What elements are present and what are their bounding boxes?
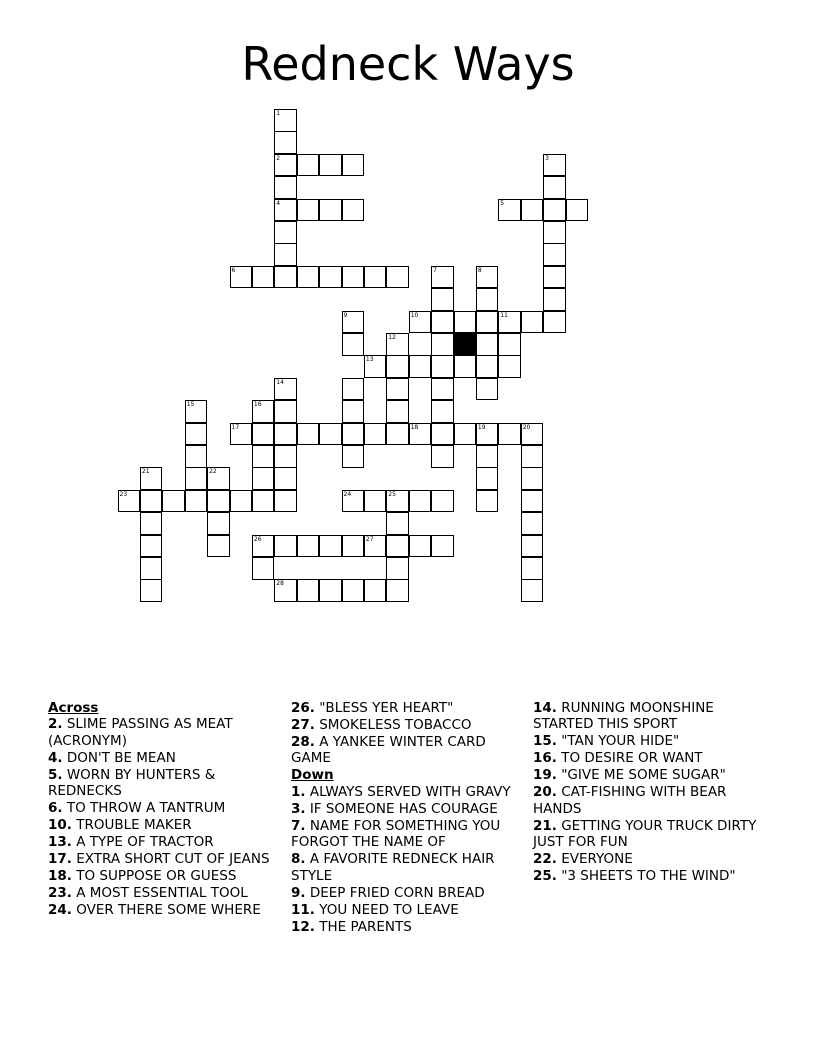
clue-text: A TYPE OF TRACTOR <box>76 834 214 851</box>
grid-cell[interactable] <box>252 423 275 446</box>
clue-label-number: 3. <box>291 800 306 817</box>
clue-label-number: 17. <box>48 851 72 868</box>
grid-cell[interactable] <box>140 557 163 580</box>
clue-number: 7 <box>433 266 437 274</box>
grid-cell[interactable] <box>297 535 320 558</box>
grid-cell[interactable] <box>342 154 365 177</box>
grid-cell[interactable] <box>274 154 297 177</box>
clue-label-number: 28. <box>291 734 315 750</box>
page-title: Redneck Ways <box>241 37 575 91</box>
clue-number: 25 <box>388 490 396 498</box>
grid-cell[interactable] <box>274 445 297 468</box>
clue-number: 16 <box>253 401 262 409</box>
grid-cell[interactable] <box>297 154 320 177</box>
clue-number: 18 <box>410 423 419 431</box>
grid-cell[interactable] <box>252 445 275 468</box>
grid-cell[interactable] <box>342 333 365 356</box>
clue-label-number: 15. <box>533 733 557 750</box>
grid-cell[interactable] <box>274 423 297 446</box>
grid-cell[interactable] <box>543 311 566 334</box>
grid-cell[interactable] <box>476 311 499 334</box>
grid-cell[interactable] <box>364 535 387 558</box>
clue-number: 8 <box>477 266 482 274</box>
grid-cell[interactable] <box>431 535 454 558</box>
down-clue <box>533 767 763 783</box>
grid-cell[interactable] <box>543 288 566 311</box>
clue-label-number: 1. <box>291 783 306 800</box>
grid-cell[interactable] <box>207 490 230 513</box>
clue-label-number: 9. <box>291 884 306 901</box>
grid-cell[interactable] <box>498 199 521 222</box>
down-heading: Down <box>291 767 334 784</box>
grid-cell[interactable] <box>521 512 544 535</box>
grid-cell[interactable] <box>386 535 409 558</box>
grid-cell[interactable] <box>521 423 544 446</box>
clue-label-number: 18. <box>48 868 72 885</box>
grid-cell[interactable] <box>498 311 521 334</box>
grid-cell[interactable] <box>252 490 275 513</box>
grid-cell[interactable] <box>409 311 432 334</box>
grid-cell[interactable] <box>342 378 365 401</box>
grid-cell[interactable] <box>207 512 230 535</box>
grid-cell[interactable] <box>454 355 477 378</box>
clue-number: 20 <box>522 423 531 431</box>
grid-cell[interactable] <box>319 266 342 289</box>
across-clue <box>48 817 276 833</box>
clue-number: 23 <box>119 490 128 498</box>
grid-cell[interactable] <box>230 490 253 513</box>
down-clue <box>291 919 521 935</box>
grid-cell[interactable] <box>386 333 409 356</box>
clue-text: RUNNING MOONSHINE STARTED THIS SPORT <box>533 700 714 733</box>
grid-cell[interactable] <box>521 557 544 580</box>
grid-cell[interactable] <box>386 355 409 378</box>
down-clue <box>533 868 763 884</box>
clue-text: TO DESIRE OR WANT <box>561 750 703 767</box>
grid-cell[interactable] <box>252 400 275 423</box>
clue-text: "GIVE ME SOME SUGAR" <box>561 767 726 784</box>
clue-text: DON'T BE MEAN <box>66 749 176 766</box>
grid-cell[interactable] <box>342 423 365 446</box>
across-clue <box>48 716 276 749</box>
grid-cell[interactable] <box>476 355 499 378</box>
grid-cell[interactable] <box>386 579 409 602</box>
clue-label-number: 14. <box>533 700 557 716</box>
grid-cell[interactable] <box>498 333 521 356</box>
grid-cell[interactable] <box>297 579 320 602</box>
clue-label-number: 19. <box>533 767 557 784</box>
grid-cell[interactable] <box>431 288 454 311</box>
grid-cell[interactable] <box>386 557 409 580</box>
grid-cell[interactable] <box>319 535 342 558</box>
clue-text: ALWAYS SERVED WITH GRAVY <box>309 783 511 800</box>
down-clue <box>533 750 763 766</box>
across-clue <box>291 717 521 733</box>
clue-number: 24 <box>343 490 352 498</box>
clue-text: WORN BY HUNTERS & REDNECKS <box>48 766 216 800</box>
across-clue <box>291 734 521 767</box>
clue-text: GETTING YOUR TRUCK DIRTY JUST FOR FUN <box>533 817 757 851</box>
grid-cell[interactable] <box>386 378 409 401</box>
grid-cell[interactable] <box>342 535 365 558</box>
grid-cell[interactable] <box>409 535 432 558</box>
grid-cell[interactable] <box>543 221 566 244</box>
grid-cell[interactable] <box>431 355 454 378</box>
grid-cell[interactable] <box>431 266 454 289</box>
grid-cell[interactable] <box>319 423 342 446</box>
clue-text: TROUBLE MAKER <box>76 817 192 834</box>
clue-text: EXTRA SHORT CUT OF JEANS <box>76 851 270 868</box>
grid-cell[interactable] <box>185 467 208 490</box>
clue-label-number: 20. <box>533 784 557 801</box>
grid-cell[interactable] <box>297 423 320 446</box>
black-square <box>454 333 477 356</box>
grid-cell[interactable] <box>476 266 499 289</box>
grid-cell[interactable] <box>185 490 208 513</box>
grid-cell[interactable] <box>454 423 477 446</box>
grid-cell[interactable] <box>274 243 297 266</box>
grid-cell[interactable] <box>386 266 409 289</box>
down-clue <box>291 801 521 817</box>
clue-label-number: 22. <box>533 851 557 868</box>
down-clues-b <box>533 700 763 885</box>
grid-cell[interactable] <box>476 423 499 446</box>
grid-cell[interactable] <box>252 266 275 289</box>
grid-cell[interactable] <box>566 199 589 222</box>
grid-cell[interactable] <box>185 400 208 423</box>
grid-cell[interactable] <box>274 131 297 154</box>
clue-number: 28 <box>276 580 284 588</box>
grid-cell[interactable] <box>543 266 566 289</box>
grid-cell[interactable] <box>454 311 477 334</box>
down-clue <box>291 885 521 901</box>
clue-text: A YANKEE WINTER CARD GAME <box>291 734 486 767</box>
grid-cell[interactable] <box>140 512 163 535</box>
clue-number: 3 <box>545 154 549 162</box>
grid-cell[interactable] <box>386 400 409 423</box>
clue-number: 10 <box>410 311 419 319</box>
grid-cell[interactable] <box>364 490 387 513</box>
down-clue <box>533 851 763 867</box>
grid-cell[interactable] <box>386 490 409 513</box>
clue-text: IF SOMEONE HAS COURAGE <box>309 800 498 817</box>
grid-cell[interactable] <box>140 467 163 490</box>
clue-text: YOU NEED TO LEAVE <box>319 901 459 918</box>
grid-cell[interactable] <box>274 467 297 490</box>
grid-cell[interactable] <box>476 445 499 468</box>
grid-cell[interactable] <box>319 154 342 177</box>
clue-number: 15 <box>186 401 195 409</box>
clue-text: A MOST ESSENTIAL TOOL <box>76 885 248 902</box>
grid-cell[interactable] <box>364 266 387 289</box>
clue-label-number: 11. <box>291 901 315 918</box>
grid-cell[interactable] <box>431 423 454 446</box>
clue-number: 14 <box>276 378 284 386</box>
grid-cell[interactable] <box>476 333 499 356</box>
grid-cell[interactable] <box>185 423 208 446</box>
grid-cell[interactable] <box>162 490 185 513</box>
down-clue <box>291 784 521 800</box>
clue-text: EVERYONE <box>561 851 633 868</box>
clue-text: TO THROW A TANTRUM <box>66 800 226 817</box>
clue-number: 5 <box>500 199 505 207</box>
grid-cell[interactable] <box>252 535 275 558</box>
clue-text: CAT-FISHING WITH BEAR HANDS <box>533 784 727 817</box>
grid-cell[interactable] <box>431 490 454 513</box>
clue-label-number: 23. <box>48 885 72 902</box>
across-clue <box>48 868 276 884</box>
clue-label-number: 13. <box>48 834 72 851</box>
clue-text: SMOKELESS TOBACCO <box>319 717 472 733</box>
grid-cell[interactable] <box>543 243 566 266</box>
grid-cell[interactable] <box>118 490 141 513</box>
down-clue <box>291 902 521 918</box>
clue-number: 22 <box>209 468 217 476</box>
clue-text: "BLESS YER HEART" <box>319 700 454 716</box>
grid-cell[interactable] <box>431 333 454 356</box>
grid-cell[interactable] <box>319 199 342 222</box>
across-clue <box>48 750 276 766</box>
grid-cell[interactable] <box>207 535 230 558</box>
grid-cell[interactable] <box>207 467 230 490</box>
grid-cell[interactable] <box>543 154 566 177</box>
grid-cell[interactable] <box>521 199 544 222</box>
grid-cell[interactable] <box>521 445 544 468</box>
grid-cell[interactable] <box>230 266 253 289</box>
clue-label-number: 12. <box>291 918 315 935</box>
grid-cell[interactable] <box>431 311 454 334</box>
across-clue <box>48 834 276 850</box>
grid-cell[interactable] <box>364 355 387 378</box>
down-clue <box>291 818 521 851</box>
grid-cell[interactable] <box>431 378 454 401</box>
grid-cell[interactable] <box>342 311 365 334</box>
grid-cell[interactable] <box>274 176 297 199</box>
clue-number: 12 <box>388 334 396 341</box>
grid-cell[interactable] <box>319 579 342 602</box>
grid-cell[interactable] <box>274 535 297 558</box>
clue-label-number: 27. <box>291 717 315 733</box>
clue-number: 4 <box>276 199 281 207</box>
grid-cell[interactable] <box>274 199 297 222</box>
clue-label-number: 16. <box>533 750 557 767</box>
grid-cell[interactable] <box>476 288 499 311</box>
across-clue <box>48 851 276 867</box>
down-clues-a <box>291 784 521 935</box>
grid-cell[interactable] <box>386 512 409 535</box>
grid-cell[interactable] <box>185 445 208 468</box>
grid-cell[interactable] <box>274 490 297 513</box>
grid-cell[interactable] <box>476 490 499 513</box>
clue-label-number: 10. <box>48 817 72 834</box>
clue-number: 19 <box>477 423 486 431</box>
grid-cell[interactable] <box>386 423 409 446</box>
clue-text: THE PARENTS <box>319 918 412 935</box>
across-clue <box>48 800 276 816</box>
clue-text: DEEP FRIED CORN BREAD <box>309 884 485 901</box>
clue-label-number: 26. <box>291 700 315 716</box>
grid-cell[interactable] <box>342 266 365 289</box>
grid-cell[interactable] <box>252 467 275 490</box>
clue-number: 11 <box>500 311 508 319</box>
clue-number: 26 <box>253 535 262 543</box>
down-clue <box>533 784 763 817</box>
grid-cell[interactable] <box>498 423 521 446</box>
grid-cell[interactable] <box>342 579 365 602</box>
across-clue <box>291 700 521 716</box>
clue-text: "TAN YOUR HIDE" <box>561 733 680 750</box>
grid-cell[interactable] <box>342 445 365 468</box>
grid-cell[interactable] <box>274 400 297 423</box>
clue-column-1 <box>48 700 276 919</box>
clue-text: A FAVORITE REDNECK HAIR STYLE <box>291 851 495 884</box>
grid-cell[interactable] <box>476 378 499 401</box>
clue-number: 27 <box>365 535 374 543</box>
grid-cell[interactable] <box>364 423 387 446</box>
grid-cell[interactable] <box>431 400 454 423</box>
across-clue <box>48 902 276 918</box>
clue-number: 6 <box>231 266 236 274</box>
clue-column-2 <box>291 700 521 936</box>
clue-text: NAME FOR SOMETHING YOU FORGOT THE NAME OF <box>291 817 501 851</box>
clue-number: 21 <box>141 468 150 476</box>
grid-cell[interactable] <box>521 535 544 558</box>
clue-number: 2 <box>276 154 281 162</box>
clue-text: SLIME PASSING AS MEAT (ACRONYM) <box>48 716 233 749</box>
grid-cell[interactable] <box>252 557 275 580</box>
grid-cell[interactable] <box>274 266 297 289</box>
clue-column-3 <box>533 700 763 885</box>
grid-cell[interactable] <box>230 423 253 446</box>
across-clues-a <box>48 716 276 918</box>
across-clues-b <box>291 700 521 767</box>
grid-cell[interactable] <box>521 490 544 513</box>
grid-cell[interactable] <box>140 579 163 602</box>
clue-number: 9 <box>343 311 348 319</box>
clue-label-number: 25. <box>533 868 557 885</box>
clue-text: TO SUPPOSE OR GUESS <box>76 868 237 885</box>
grid-cell[interactable] <box>342 490 365 513</box>
grid-cell[interactable] <box>274 109 297 132</box>
grid-cell[interactable] <box>476 467 499 490</box>
grid-cell[interactable] <box>274 221 297 244</box>
grid-cell[interactable] <box>364 579 387 602</box>
grid-cell[interactable] <box>521 579 544 602</box>
grid-cell[interactable] <box>297 266 320 289</box>
grid-cell[interactable] <box>140 535 163 558</box>
grid-cell[interactable] <box>521 311 544 334</box>
down-clue <box>533 818 763 851</box>
clue-number: 17 <box>231 423 240 431</box>
down-clue <box>533 733 763 749</box>
across-clue <box>48 885 276 901</box>
grid-cell[interactable] <box>521 467 544 490</box>
grid-cell[interactable] <box>498 355 521 378</box>
grid-cell[interactable] <box>140 490 163 513</box>
clue-number: 13 <box>365 356 374 364</box>
clue-text: "3 SHEETS TO THE WIND" <box>561 868 736 885</box>
clue-label-number: 6. <box>48 800 63 817</box>
down-clue <box>291 851 521 884</box>
across-heading: Across <box>48 700 99 716</box>
down-clue <box>533 700 763 733</box>
clue-label-number: 2. <box>48 716 63 733</box>
grid-cell[interactable] <box>409 423 432 446</box>
grid-cell[interactable] <box>409 355 432 378</box>
clue-label-number: 7. <box>291 817 306 834</box>
clue-label-number: 5. <box>48 766 63 783</box>
grid-cell[interactable] <box>297 199 320 222</box>
grid-cell[interactable] <box>342 199 365 222</box>
clue-number: 1 <box>276 110 281 117</box>
grid-cell[interactable] <box>274 579 297 602</box>
grid-cell[interactable] <box>543 176 566 199</box>
clue-text: OVER THERE SOME WHERE <box>76 902 261 919</box>
clue-label-number: 24. <box>48 902 72 919</box>
clue-label-number: 21. <box>533 817 557 834</box>
clue-label-number: 8. <box>291 851 306 868</box>
grid-cell[interactable] <box>543 199 566 222</box>
grid-cell[interactable] <box>409 490 432 513</box>
grid-cell[interactable] <box>274 378 297 401</box>
grid-cell[interactable] <box>342 400 365 423</box>
across-clue <box>48 767 276 800</box>
clue-label-number: 4. <box>48 749 63 766</box>
grid-cell[interactable] <box>431 445 454 468</box>
